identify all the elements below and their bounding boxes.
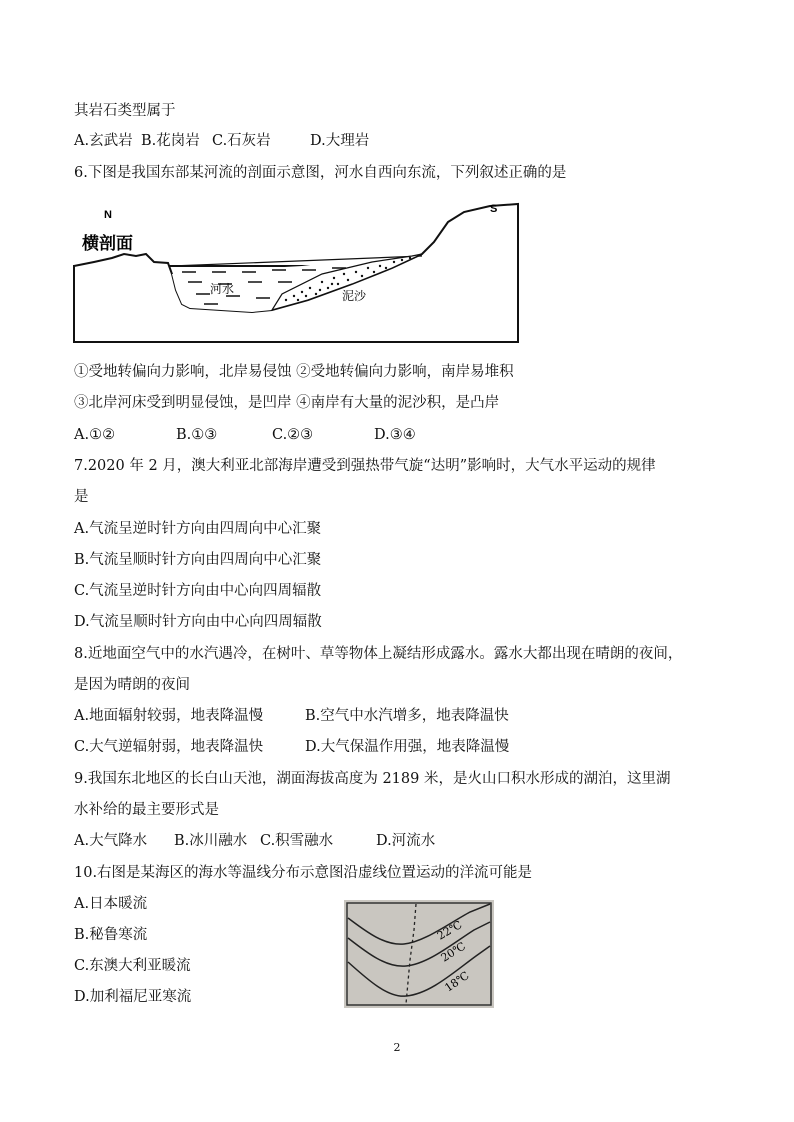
q10-stem: 10.右图是某海区的海水等温线分布示意图沿虚线位置运动的洋流可能是 — [74, 865, 533, 881]
isotherm-22-label: 22℃ — [435, 918, 465, 943]
river-cross-section-figure — [72, 200, 522, 345]
q8-stem-line2: 是因为晴朗的夜间 — [74, 677, 190, 693]
q7-stem-line1: 7.2020 年 2 月，澳大利亚北部海岸遭受到强热带气旋“达明”影响时，大气水平运动的规律 — [74, 458, 656, 474]
q6-statements-1: ①受地转偏向力影响，北岸易侵蚀 ②受地转偏向力影响，南岸易堆积 — [74, 364, 514, 380]
isotherm-figure — [344, 900, 494, 1008]
q9-option-a: A.大气降水 — [74, 833, 148, 849]
q9-options — [74, 831, 435, 851]
q7-stem-line2: 是 — [74, 489, 89, 505]
q10-option-b: B.秘鲁寒流 — [74, 927, 148, 943]
cross-section-title: 横剖面 — [82, 234, 133, 254]
q5-options — [74, 131, 369, 151]
page-number: 2 — [393, 1041, 401, 1054]
north-label: N — [104, 209, 112, 221]
q6-options — [74, 425, 416, 445]
q9-option-c: C.积雪融水 — [260, 833, 334, 849]
q7-option-d: D.气流呈顺时针方向由中心向四周辐散 — [74, 614, 322, 630]
q6-option-a: A.①② — [74, 427, 116, 443]
q10-option-c: C.东澳大利亚暖流 — [74, 958, 191, 974]
q9-stem-line2: 水补给的最主要形式是 — [74, 802, 219, 818]
q9-stem-line1: 9.我国东北地区的长白山天池，湖面海拔高度为 2189 米，是火山口积水形成的湖泊，这里湖 — [74, 771, 671, 787]
q5-option-c: C.石灰岩 — [212, 133, 271, 149]
sediment-label: 泥沙 — [342, 289, 367, 303]
q8-stem-line1: 8.近地面空气中的水汽遇冷，在树叶、草等物体上凝结形成露水。露水大都出现在晴朗的夜间， — [74, 646, 683, 662]
q8-options-row2 — [74, 737, 509, 757]
water-label: 河水 — [210, 282, 235, 296]
q5-option-a: A.玄武岩 — [74, 133, 133, 149]
q6-option-d: D.③④ — [374, 427, 416, 443]
q10-option-a: A.日本暖流 — [74, 896, 148, 912]
q7-option-b: B.气流呈顺时针方向由四周向中心汇聚 — [74, 552, 322, 568]
south-label: S — [490, 203, 498, 215]
q6-option-b: B.①③ — [176, 427, 218, 443]
q10-option-d: D.加利福尼亚寒流 — [74, 989, 192, 1005]
q5-tail: 其岩石类型属于 — [74, 103, 176, 119]
q7-option-a: A.气流呈逆时针方向由四周向中心汇聚 — [74, 521, 322, 537]
q8-option-d: D.大气保温作用强，地表降温慢 — [305, 739, 510, 755]
q7-option-c: C.气流呈逆时针方向由中心向四周辐散 — [74, 583, 322, 599]
q8-options-row1 — [74, 706, 509, 726]
q6-statements-2: ③北岸河床受到明显侵蚀，是凹岸 ④南岸有大量的泥沙积，是凸岸 — [74, 395, 500, 411]
q5-option-d: D.大理岩 — [310, 133, 370, 149]
q6-stem: 6.下图是我国东部某河流的剖面示意图，河水自西向东流，下列叙述正确的是 — [74, 165, 567, 181]
isotherm-20-label: 20℃ — [438, 939, 468, 965]
q5-option-b: B.花岗岩 — [141, 133, 200, 149]
isotherm-18-label: 18℃ — [442, 968, 472, 995]
q8-option-b: B.空气中水汽增多，地表降温快 — [305, 708, 509, 724]
q9-option-d: D.河流水 — [376, 833, 436, 849]
q9-option-b: B.冰川融水 — [174, 833, 248, 849]
q8-option-c: C.大气逆辐射弱，地表降温快 — [74, 739, 264, 755]
q8-option-a: A.地面辐射较弱，地表降温慢 — [74, 708, 264, 724]
q6-option-c: C.②③ — [272, 427, 314, 443]
